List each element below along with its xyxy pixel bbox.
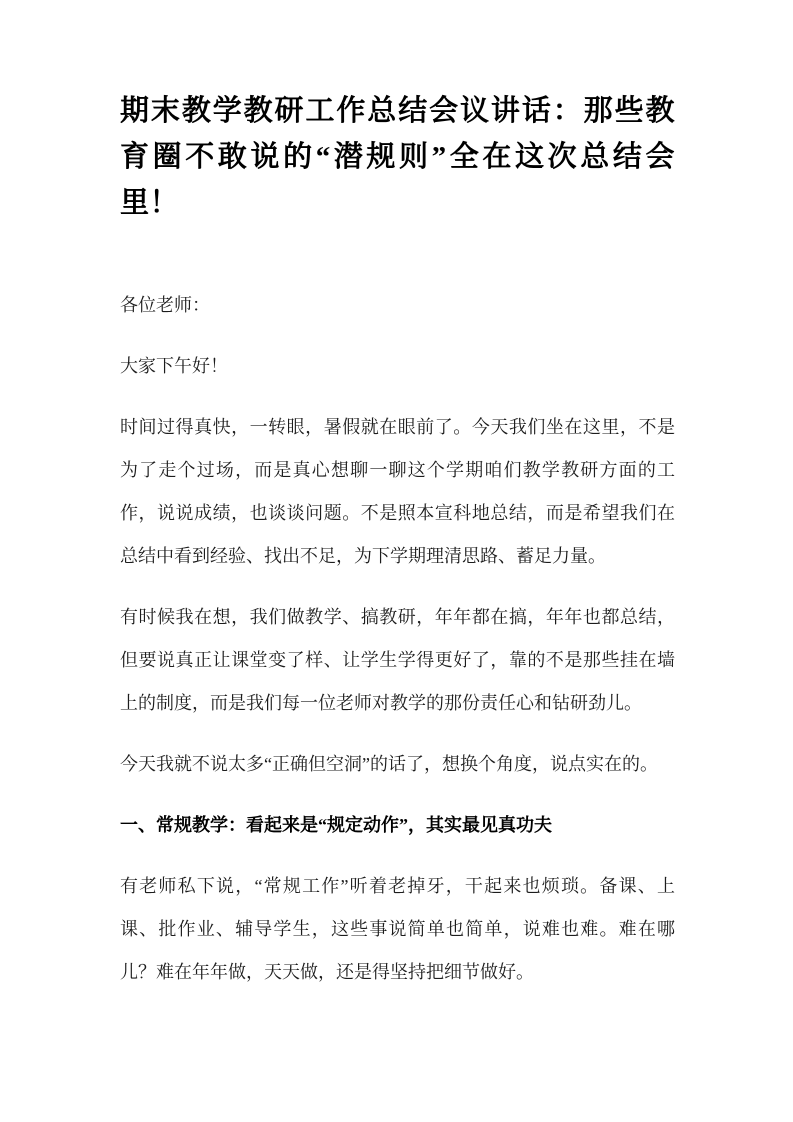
paragraph-intro: 时间过得真快，一转眼，暑假就在眼前了。今天我们坐在这里，不是为了走个过场，而是真心想聊一聊这个学期咱们教学教研方面的工作，说说成绩，也谈谈问题。不是照本宣科地总结，而是希望我们在总结中看到经验、找出不足，为下学期理清思路、蓄足力量。 bbox=[120, 417, 675, 566]
paragraph-reflection: 有时候我在想，我们做教学、搞教研，年年都在搞，年年也都总结，但要说真正让课堂变了样、让学生学得更好了，靠的不是那些挂在墙上的制度，而是我们每一位老师对教学的那份责任心和钻研劲儿。 bbox=[120, 607, 675, 713]
section-heading-1: 一、常规教学：看起来是“规定动作”，其实最见真功夫 bbox=[120, 815, 552, 835]
paragraph-salutation: 各位老师： bbox=[120, 295, 210, 315]
paragraph-transition: 今天我就不说太多“正确但空洞”的话了，想换个角度，说点实在的。 bbox=[120, 754, 658, 774]
document-title: 期末教学教研工作总结会议讲话：那些教育圈不敢说的“潜规则”全在这次总结会里！ bbox=[120, 95, 675, 219]
paragraph-routine-teaching: 有老师私下说，“常规工作”听着老掉牙，干起来也烦琐。备课、上课、批作业、辅导学生，这些事说简单也简单，说难也难。难在哪儿？难在年年做，天天做，还是得坚持把细节做好。 bbox=[120, 876, 675, 982]
paragraph-greeting: 大家下午好！ bbox=[120, 356, 228, 376]
